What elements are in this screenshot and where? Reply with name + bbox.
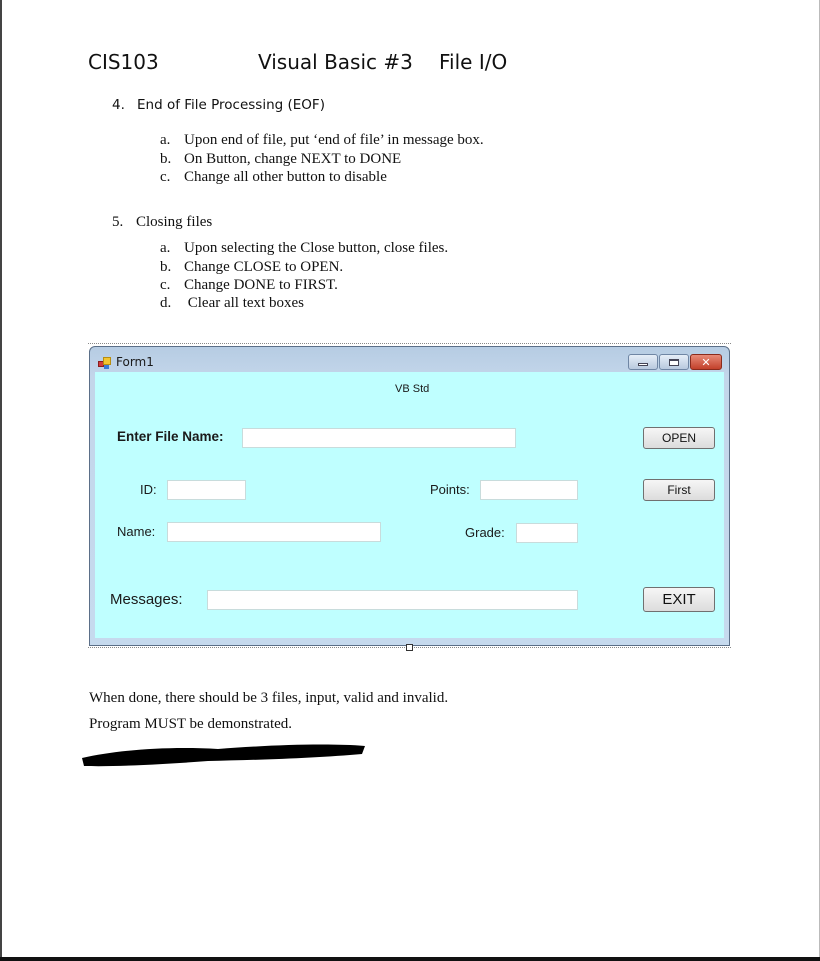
section-5-number: 5.	[112, 214, 124, 230]
item-text: Change all other button to disable	[184, 169, 387, 185]
item-letter: a.	[160, 132, 171, 148]
grade-label: Grade:	[465, 525, 505, 540]
redaction-mark	[78, 740, 368, 768]
file-name-input[interactable]	[242, 428, 516, 448]
name-label: Name:	[117, 524, 156, 539]
section-5-title: Closing files	[136, 214, 213, 230]
messages-input[interactable]	[207, 590, 578, 610]
id-label: ID:	[140, 482, 157, 497]
id-input[interactable]	[167, 480, 246, 500]
section-4-title: End of File Processing (EOF)	[137, 97, 325, 113]
item-text: Clear all text boxes	[184, 295, 304, 311]
course-code: CIS103	[88, 50, 159, 74]
item-text: Change DONE to FIRST.	[184, 277, 338, 293]
item-letter: b.	[160, 259, 172, 275]
section-4-number: 4.	[112, 97, 125, 113]
list-item	[160, 132, 484, 149]
open-button[interactable]: OPEN	[643, 427, 715, 449]
maximize-icon	[669, 359, 679, 366]
item-text: On Button, change NEXT to DONE	[184, 151, 402, 167]
resize-handle[interactable]	[406, 644, 413, 651]
points-input[interactable]	[480, 480, 578, 500]
item-letter: a.	[160, 240, 171, 256]
grade-input[interactable]	[516, 523, 578, 543]
close-button[interactable]	[690, 354, 722, 370]
messages-label: Messages:	[110, 591, 183, 608]
page-bottom-edge	[0, 957, 820, 961]
list-item	[160, 151, 401, 168]
list-item	[160, 169, 387, 186]
footer-line-1: When done, there should be 3 files, input, valid and invalid.	[89, 690, 449, 706]
form1-window	[89, 346, 730, 646]
minimize-icon	[638, 363, 648, 366]
minimize-button[interactable]	[628, 354, 658, 370]
list-item	[160, 240, 448, 257]
item-text: Change CLOSE to OPEN.	[184, 259, 344, 275]
exit-button[interactable]: EXIT	[643, 587, 715, 612]
list-item	[160, 295, 304, 312]
item-text: Upon end of file, put ‘end of file’ in message box.	[184, 132, 484, 148]
list-item	[160, 259, 343, 276]
form-app-icon	[98, 357, 112, 369]
footer-line-2: Program MUST be demonstrated.	[89, 716, 293, 732]
page-edge-left	[0, 0, 2, 961]
assignment-topic: File I/O	[439, 50, 508, 74]
close-icon: ✕	[701, 355, 711, 369]
points-label: Points:	[430, 482, 470, 497]
form-caption: VB Std	[395, 383, 430, 395]
item-letter: d.	[160, 295, 172, 311]
name-input[interactable]	[167, 522, 381, 542]
item-letter: c.	[160, 169, 171, 185]
item-letter: b.	[160, 151, 172, 167]
item-text: Upon selecting the Close button, close files.	[184, 240, 449, 256]
item-letter: c.	[160, 277, 171, 293]
file-name-label: Enter File Name:	[117, 429, 224, 444]
window-title: Form1	[116, 355, 154, 369]
list-item	[160, 277, 338, 294]
assignment-title: Visual Basic #3	[258, 50, 413, 74]
selection-border-top	[88, 343, 731, 344]
first-button[interactable]: First	[643, 479, 715, 501]
form-client-area	[95, 372, 724, 638]
maximize-button[interactable]	[659, 354, 689, 370]
